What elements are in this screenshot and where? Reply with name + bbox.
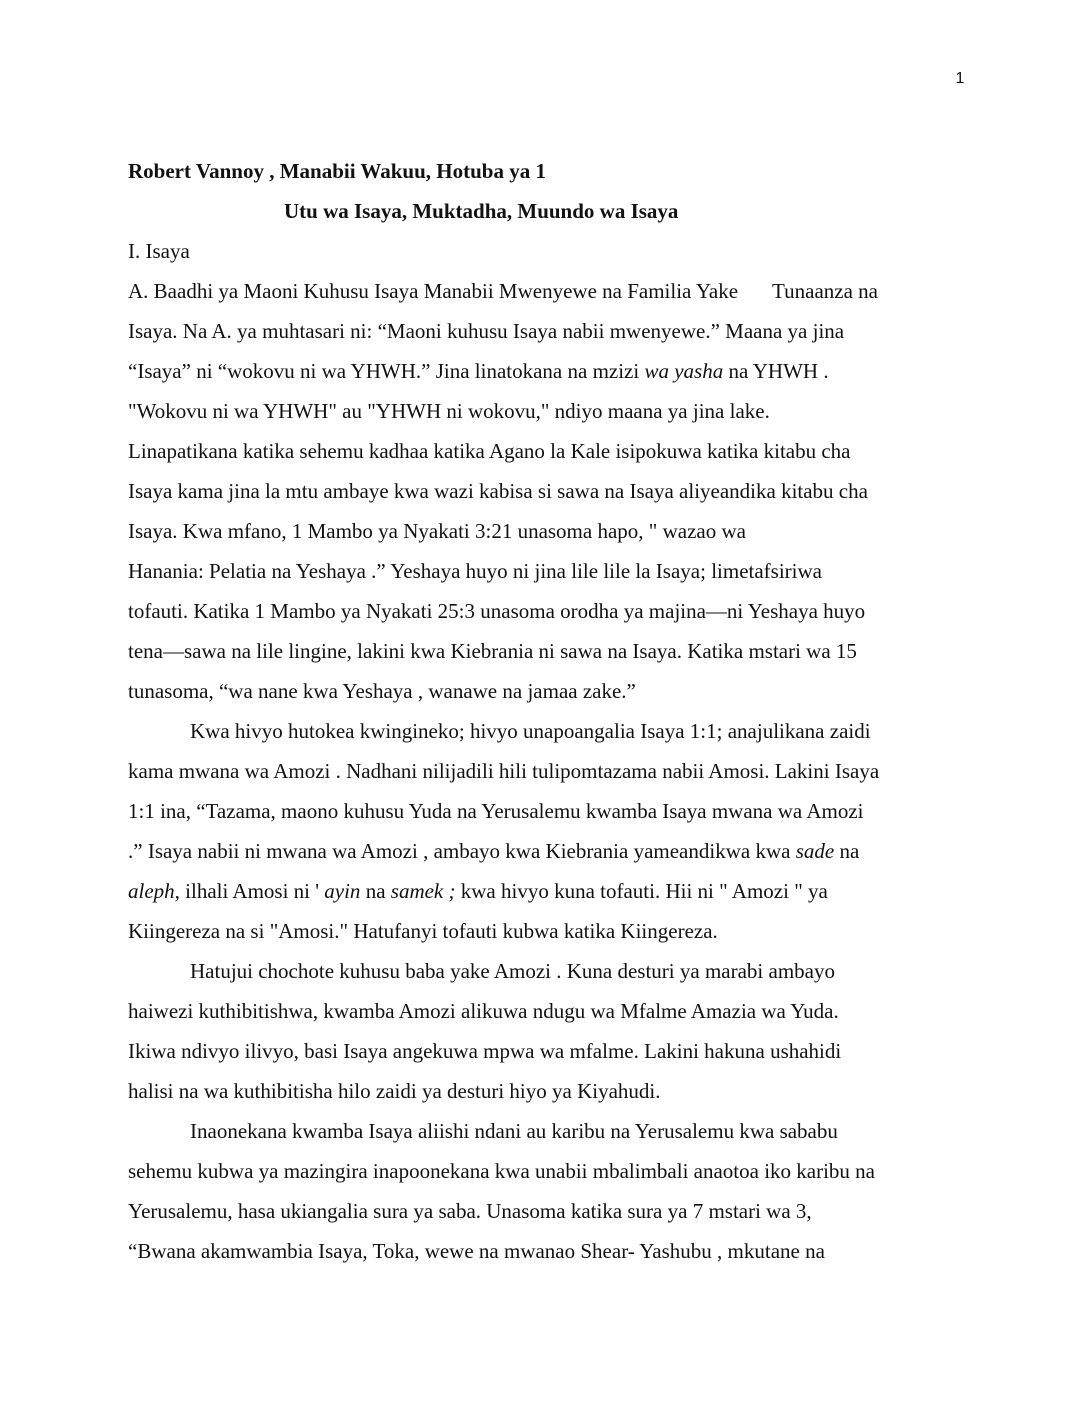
paragraph-line: kama mwana wa Amozi . Nadhani nilijadili hili tulipomtazama nabii Amosi. Lakini Isaya (128, 759, 880, 783)
italic-term: samek ; (390, 879, 456, 903)
text-run: na (834, 839, 860, 863)
italic-term: aleph, (128, 879, 180, 903)
paragraph-line: “Bwana akamwambia Isaya, Toka, wewe na mwanao Shear- Yashubu , mkutane na (128, 1239, 825, 1263)
paragraph-line: Isaya. Na A. ya muhtasari ni: “Maoni kuhusu Isaya nabii mwenyewe.” Maana ya jina (128, 319, 845, 343)
paragraph-line: tena—sawa na lile lingine, lakini kwa Kiebrania ni sawa na Isaya. Katika mstari wa 15 (128, 639, 857, 663)
paragraph-line: Linapatikana katika sehemu kadhaa katika Agano la Kale isipokuwa katika kitabu cha (128, 439, 851, 463)
paragraph-line: Hatujui chochote kuhusu baba yake Amozi . Kuna desturi ya marabi ambayo (190, 959, 835, 983)
text-run: kwa hivyo kuna tofauti. Hii ni " Amozi " ya (455, 879, 828, 903)
text-run: .” Isaya nabii ni mwana wa Amozi , ambayo kwa Kiebrania yameandikwa kwa (128, 839, 796, 863)
paragraph-line: "Wokovu ni wa YHWH" au "YHWH ni wokovu," ndiyo maana ya jina lake. (128, 399, 770, 423)
document-body (128, 151, 968, 1271)
paragraph-line: tunasoma, “wa nane kwa Yeshaya , wanawe na jamaa zake.” (128, 679, 636, 703)
document-title: Robert Vannoy , Manabii Wakuu, Hotuba ya 1 (128, 159, 546, 183)
paragraph-line: haiwezi kuthibitishwa, kwamba Amozi alikuwa ndugu wa Mfalme Amazia wa Yuda. (128, 999, 839, 1023)
paragraph-line: Isaya kama jina la mtu ambaye kwa wazi kabisa si sawa na Isaya aliyeandika kitabu cha (128, 479, 868, 503)
paragraph-line (128, 351, 968, 391)
paragraph-line (128, 871, 968, 911)
paragraph-line: tofauti. Katika 1 Mambo ya Nyakati 25:3 unasoma orodha ya majina—ni Yeshaya huyo (128, 599, 866, 623)
paragraph-line (128, 831, 968, 871)
section-heading-i: I. Isaya (128, 239, 190, 263)
text-run: na (360, 879, 391, 903)
paragraph-line: Hanania: Pelatia na Yeshaya .” Yeshaya huyo ni jina lile lile la Isaya; limetafsiriwa (128, 559, 822, 583)
text-run: na YHWH . (723, 359, 829, 383)
paragraph-line: 1:1 ina, “Tazama, maono kuhusu Yuda na Yerusalemu kwamba Isaya mwana wa Amozi (128, 799, 864, 823)
text-run: “Isaya” ni “wokovu ni wa YHWH.” Jina linatokana na mzizi (128, 359, 645, 383)
paragraph-line: halisi na wa kuthibitisha hilo zaidi ya desturi hiyo ya Kiyahudi. (128, 1079, 661, 1103)
paragraph-line: Ikiwa ndivyo ilivyo, basi Isaya angekuwa mpwa wa mfalme. Lakini hakuna ushahidi (128, 1039, 842, 1063)
document-subtitle: Utu wa Isaya, Muktadha, Muundo wa Isaya (284, 199, 679, 223)
italic-term: ayin (324, 879, 361, 903)
paragraph-line: sehemu kubwa ya mazingira inapoonekana kwa unabii mbalimbali anaotoa iko karibu na (128, 1159, 876, 1183)
text-run: ilhali Amosi ni ' (179, 879, 325, 903)
paragraph-line: Isaya. Kwa mfano, 1 Mambo ya Nyakati 3:21 unasoma hapo, " wazao wa (128, 519, 746, 543)
italic-term: wa yasha (644, 359, 724, 383)
page-number: 1 (955, 70, 965, 87)
paragraph-text: Tunaanza na (772, 279, 878, 303)
paragraph-line: Yerusalemu, hasa ukiangalia sura ya saba. Unasoma katika sura ya 7 mstari wa 3, (128, 1199, 812, 1223)
paragraph-line: Kwa hivyo hutokea kwingineko; hivyo unapoangalia Isaya 1:1; anajulikana zaidi (190, 719, 871, 743)
paragraph-line: Kiingereza na si "Amosi." Hatufanyi tofauti kubwa katika Kiingereza. (128, 919, 718, 943)
paragraph-line: Inaonekana kwamba Isaya aliishi ndani au karibu na Yerusalemu kwa sababu (190, 1119, 838, 1143)
section-heading-a: A. Baadhi ya Maoni Kuhusu Isaya Manabii Mwenyewe na Familia Yake (128, 279, 739, 303)
italic-term: sade (795, 839, 835, 863)
section-heading-a-line (128, 271, 968, 311)
